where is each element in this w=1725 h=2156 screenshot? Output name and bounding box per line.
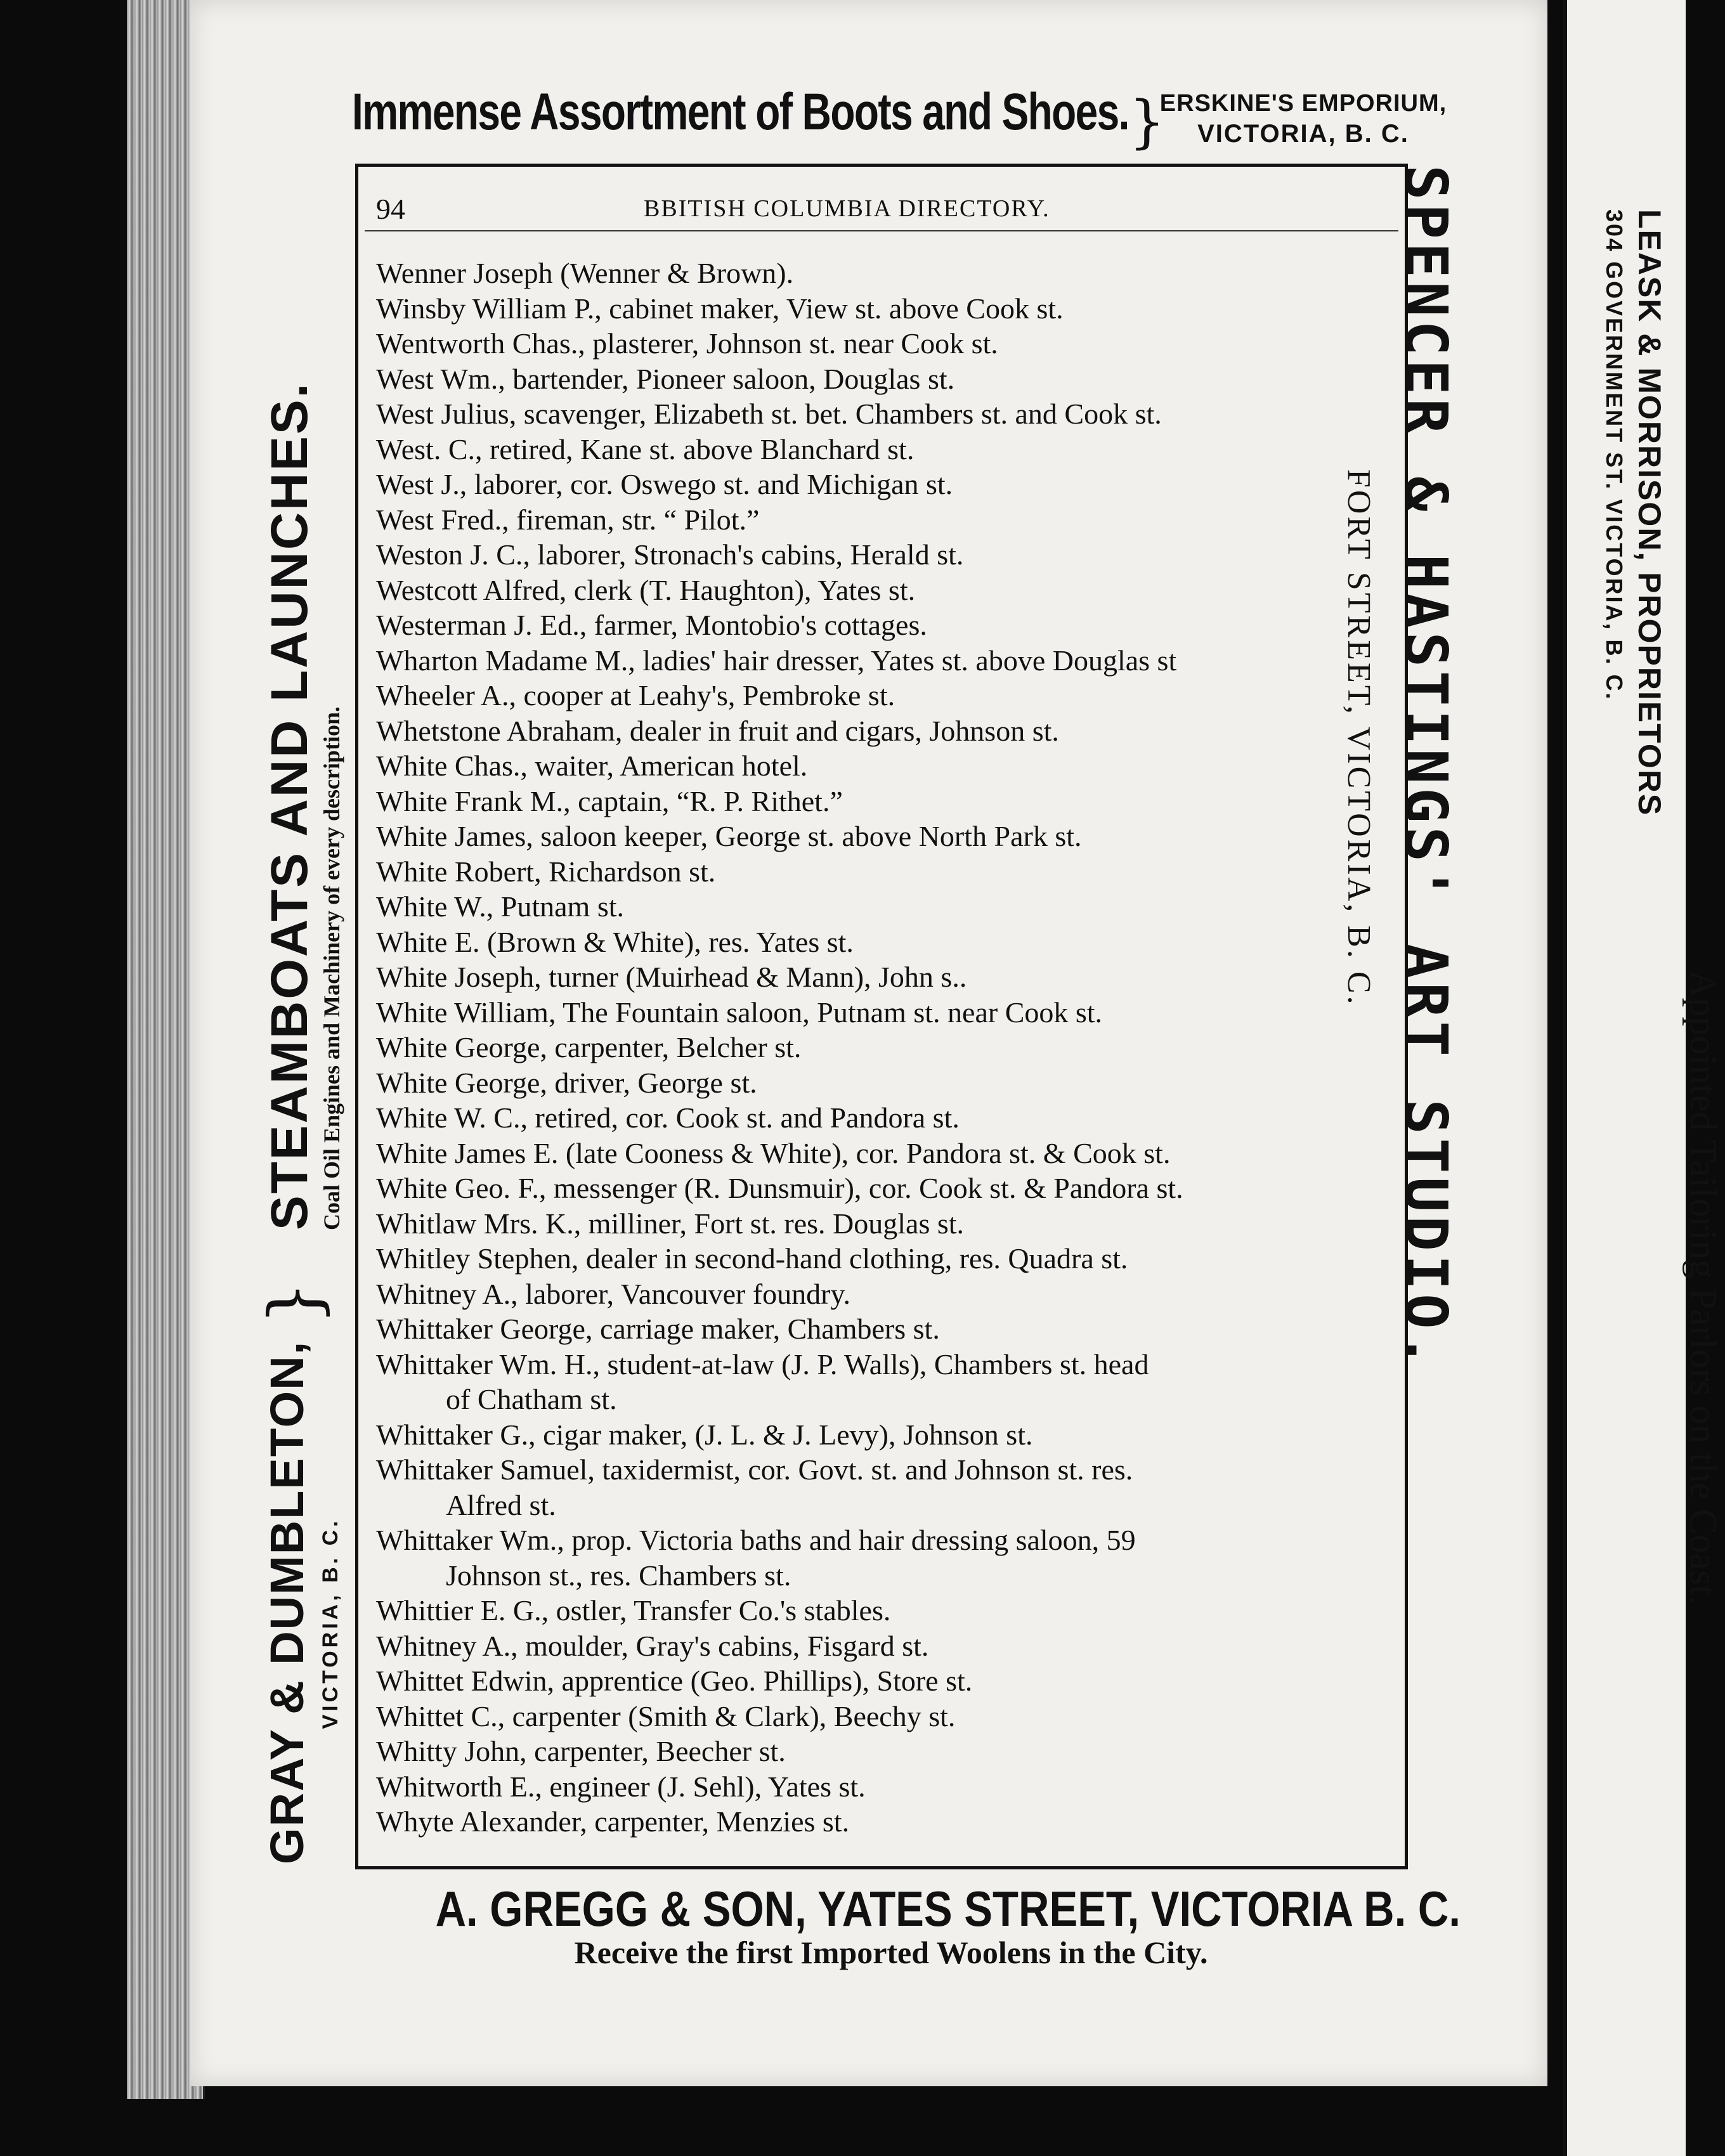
directory-entry: Whittet C., carpenter (Smith & Clark), Beechy st.	[376, 1699, 956, 1732]
directory-entry: Wentworth Chas., plasterer, Johnson st. near Cook st.	[376, 327, 998, 360]
top-ad-brace: }	[1129, 89, 1166, 155]
directory-entry: Whitley Stephen, dealer in second-hand clothing, res. Quadra st.	[376, 1242, 1128, 1275]
directory-entry: Westerman J. Ed., farmer, Montobio's cottages.	[376, 609, 927, 641]
directory-entry: Wheeler A., cooper at Leahy's, Pembroke st.	[376, 679, 895, 711]
bottom-advertisement	[352, 1880, 1461, 2007]
directory-entries	[376, 256, 1391, 1840]
directory-entry: White Robert, Richardson st.	[376, 855, 716, 888]
directory-entry: White W. C., retired, cor. Cook st. and Pandora st.	[376, 1101, 960, 1134]
page-number: 94	[376, 193, 405, 225]
top-ad-store-location: VICTORIA, B. C.	[1197, 120, 1409, 148]
directory-entry: White James, saloon keeper, George st. above North Park st.	[376, 820, 1082, 852]
top-ad-store-name: ERSKINE'S EMPORIUM,	[1159, 90, 1447, 117]
directory-entry: Whittaker Samuel, taxidermist, cor. Govt. st. and Johnson st. res.	[376, 1453, 1133, 1486]
directory-entry-continuation: Alfred st.	[446, 1488, 556, 1521]
directory-entry: Whitworth E., engineer (J. Sehl), Yates st.	[376, 1770, 866, 1803]
left-ad-brace: }	[254, 1281, 335, 1325]
top-ad-store	[1157, 90, 1449, 148]
directory-entry: White W., Putnam st.	[376, 890, 624, 923]
bottom-ad-tagline: Receive the first Imported Woolens in the City.	[574, 1935, 1208, 1970]
adjacent-page-address: 304 GOVERNMENT ST. VICTORIA, B. C.	[1601, 209, 1627, 701]
directory-entry: Weston J. C., laborer, Stronach's cabins, Herald st.	[376, 538, 964, 571]
directory-entry: Whittaker George, carriage maker, Chambers st.	[376, 1313, 940, 1345]
directory-entry: Whittier E. G., ostler, Transfer Co.'s stables.	[376, 1594, 891, 1627]
directory-entry-continuation: of Chatham st.	[446, 1383, 617, 1415]
directory-entry: Wenner Joseph (Wenner & Brown).	[376, 257, 794, 289]
directory-entry: Whitlaw Mrs. K., milliner, Fort st. res. Douglas st.	[376, 1207, 965, 1240]
directory-entry: West Julius, scavenger, Elizabeth st. bet. Chambers st. and Cook st.	[376, 398, 1162, 430]
directory-entry: West Wm., bartender, Pioneer saloon, Douglas st.	[376, 362, 955, 395]
running-head: BBITISH COLUMBIA DIRECTORY.	[644, 195, 1050, 222]
directory-entry: White George, carpenter, Belcher st.	[376, 1031, 802, 1063]
directory-entry: Whitney A., laborer, Vancouver foundry.	[376, 1277, 850, 1310]
directory-entry: White Joseph, turner (Muirhead & Mann), John s..	[376, 961, 967, 993]
directory-entry: White James E. (late Cooness & White), cor. Pandora st. & Cook st.	[376, 1136, 1171, 1169]
bottom-ad-headline: A. GREGG & SON, YATES STREET, VICTORIA B. C.	[435, 1881, 1461, 1937]
directory-entry: Wharton Madame M., ladies' hair dresser, Yates st. above Douglas st	[376, 644, 1177, 677]
directory-entry: Whyte Alexander, carpenter, Menzies st.	[376, 1805, 850, 1838]
directory-entry: Whittaker Wm. H., student-at-law (J. P. Walls), Chambers st. head	[376, 1348, 1149, 1380]
right-ad-address: FORT STREET, VICTORIA, B. C.	[1341, 469, 1377, 1007]
directory-entry: White William, The Fountain saloon, Putnam st. near Cook st.	[376, 996, 1103, 1029]
adjacent-page-firm: LEASK & MORRISON, PROPRIETORS	[1632, 209, 1667, 817]
directory-frame	[355, 164, 1408, 1869]
top-ad-headline: Immense Assortment of Boots and Shoes.	[352, 83, 1129, 141]
directory-entry: White Chas., waiter, American hotel.	[376, 750, 808, 782]
adjacent-page-upper-text: Appointed Tailoring Parlors on the Coast.	[1683, 970, 1724, 1606]
directory-entry: Winsby William P., cabinet maker, View st. above Cook st.	[376, 292, 1064, 325]
directory-entry: Whetstone Abraham, dealer in fruit and cigars, Johnson st.	[376, 714, 1059, 747]
left-ad-company: GRAY & DUMBLETON,	[261, 1340, 313, 1864]
directory-entry: White Geo. F., messenger (R. Dunsmuir), cor. Cook st. & Pandora st.	[376, 1172, 1183, 1204]
directory-entry: West J., laborer, cor. Oswego st. and Michigan st.	[376, 468, 953, 500]
directory-entry: Whitney A., moulder, Gray's cabins, Fisgard st.	[376, 1629, 929, 1662]
top-advertisement	[352, 76, 1447, 165]
directory-entry: White E. (Brown & White), res. Yates st.	[376, 925, 854, 958]
directory-entry-continuation: Johnson st., res. Chambers st.	[446, 1559, 791, 1592]
directory-entry: Whittaker G., cigar maker, (J. L. & J. Levy), Johnson st.	[376, 1418, 1033, 1451]
directory-entry: West Fred., fireman, str. “ Pilot.”	[376, 503, 760, 536]
directory-entry: Whitty John, carpenter, Beecher st.	[376, 1735, 786, 1767]
page-header	[365, 192, 1398, 231]
directory-entry: Whittet Edwin, apprentice (Geo. Phillips), Store st.	[376, 1665, 973, 1697]
directory-entry: White George, driver, George st.	[376, 1066, 757, 1099]
left-ad-subline: Coal Oil Engines and Machinery of every description.	[319, 706, 344, 1230]
directory-entry: Westcott Alfred, clerk (T. Haughton), Yates st.	[376, 573, 916, 606]
left-ad-headline: STEAMBOATS AND LAUNCHES.	[261, 381, 318, 1230]
left-ad-location: VICTORIA, B. C.	[318, 1517, 342, 1729]
right-ad-studio: SPENCER & HASTINGS' ART STUDIO.	[1392, 165, 1460, 1372]
directory-entry: West. C., retired, Kane st. above Blanchard st.	[376, 432, 915, 465]
adjacent-page-advertisement	[1554, 209, 1724, 2048]
directory-entry: Whittaker Wm., prop. Victoria baths and hair dressing saloon, 59	[376, 1524, 1136, 1556]
directory-entry: White Frank M., captain, “R. P. Rithet.”	[376, 784, 843, 817]
